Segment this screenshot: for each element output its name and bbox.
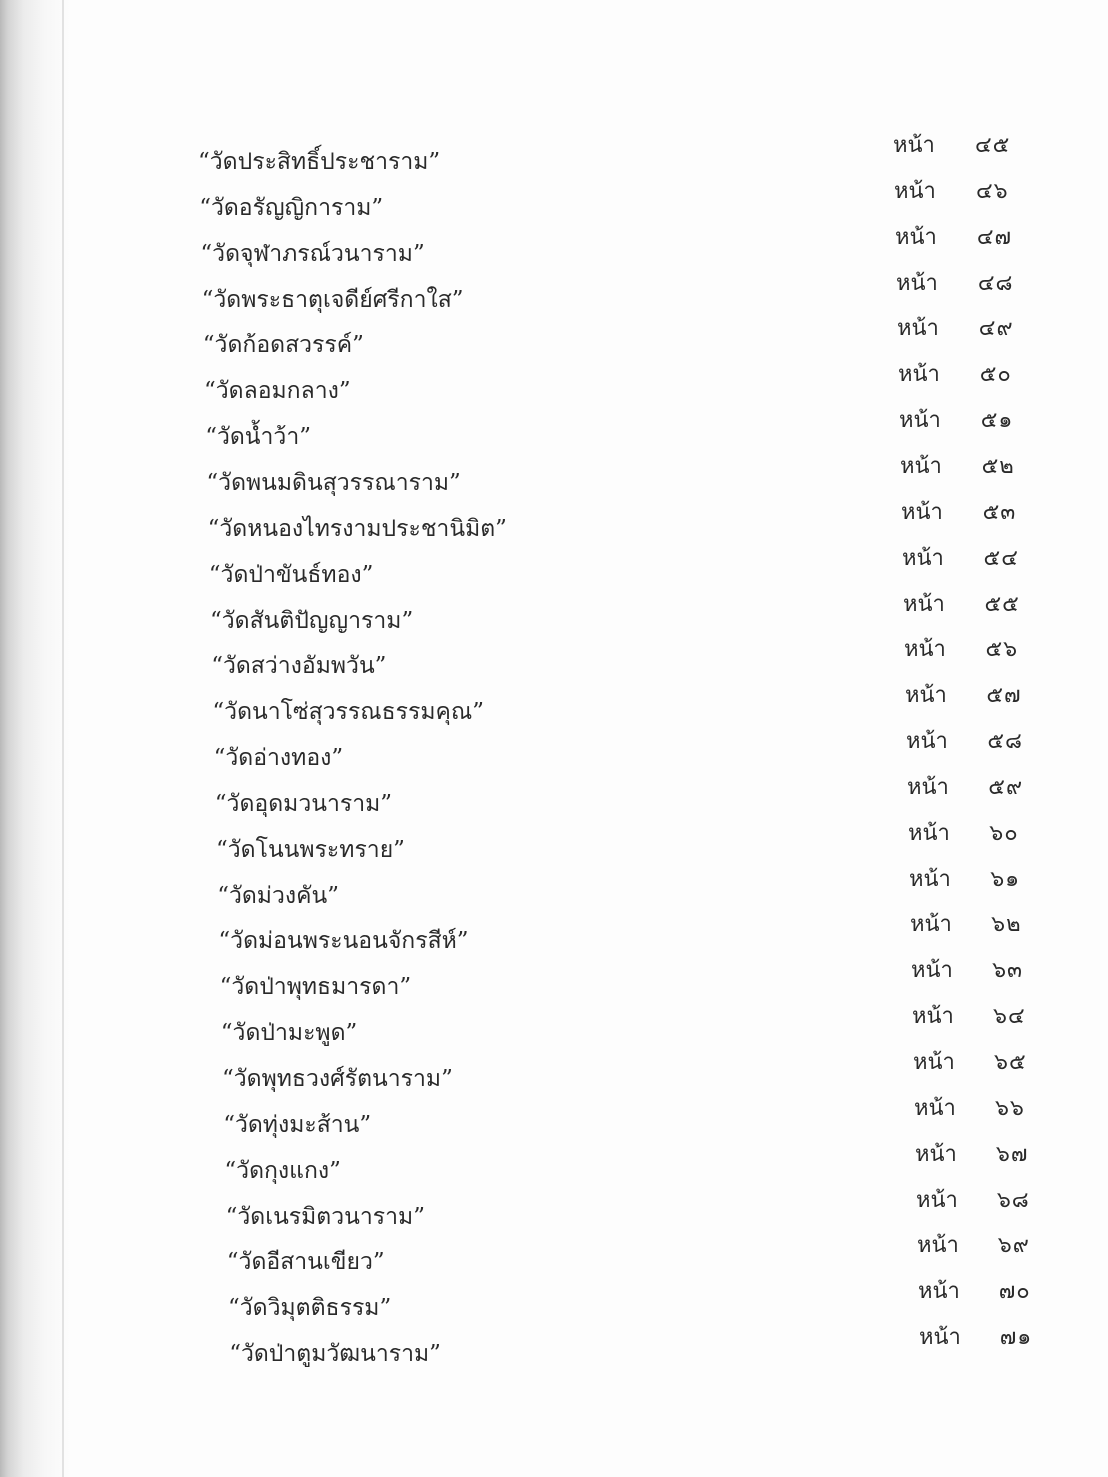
toc-entry-page-number: ๔๗ (976, 224, 1013, 250)
toc-entry-title: “วัดหนองไทรงามประชานิมิต” (207, 515, 507, 542)
toc-entry-title: “วัดนาโซ่สุวรรณธรรมคุณ” (212, 699, 484, 726)
toc-entry-title: “วัดโนนพระทราย” (216, 836, 405, 863)
toc-entry (0, 224, 1108, 274)
toc-entry-page-label: หน้า (901, 499, 943, 525)
toc-entry-title: “วัดม่วงคัน” (217, 882, 339, 909)
toc-entry-page-number: ๕๕ (984, 591, 1020, 617)
toc-entry-page-number: ๖๗ (995, 1141, 1029, 1167)
toc-entry-title: “วัดป่าตูมวัฒนาราม” (229, 1341, 441, 1368)
toc-entry-title: “วัดวิมุตติธรรม” (228, 1295, 392, 1322)
toc-entry-title: “วัดจุฬาภรณ์วนาราม” (200, 240, 425, 267)
toc-entry-page-number: ๖๒ (991, 912, 1022, 938)
toc-entry-page-label: หน้า (903, 591, 945, 617)
toc-entry-page-label: หน้า (899, 408, 941, 434)
toc-entry-page-label: หน้า (911, 958, 953, 984)
toc-entry-page-number: ๗๐ (998, 1279, 1031, 1305)
toc-entry-page-label: หน้า (895, 224, 937, 250)
toc-entry-title: “วัดก้อดสวรรค์” (202, 332, 364, 359)
toc-entry (0, 270, 1108, 320)
toc-entry-page-number: ๖๑ (990, 866, 1021, 892)
toc-entry-page-label: หน้า (915, 1141, 957, 1167)
toc-entry (0, 178, 1108, 228)
toc-entry-page-number: ๕๓ (982, 499, 1017, 525)
toc-entry-title: “วัดม่อนพระนอนจักรสีห์” (218, 928, 469, 955)
toc-entry-page-number: ๗๑ (999, 1325, 1033, 1351)
toc-entry-page-number: ๔๕ (975, 133, 1011, 158)
toc-entry-page-label: หน้า (907, 774, 949, 800)
toc-entry (0, 316, 1108, 365)
toc-entry-page-number: ๖๙ (997, 1233, 1030, 1259)
toc-entry-title: “วัดอุดมวนาราม” (214, 790, 393, 817)
toc-entry-page-label: หน้า (898, 362, 940, 388)
toc-entry-title: “วัดทุ่งมะส้าน” (223, 1111, 372, 1138)
toc-entry-page-label: หน้า (912, 1004, 954, 1030)
toc-entry-page-label: หน้า (893, 133, 935, 158)
toc-entry-page-number: ๕๐ (979, 362, 1012, 388)
toc-entry-page-number: ๔๙ (978, 316, 1014, 342)
toc-entry (0, 362, 1108, 411)
toc-entry-title: “วัดพระธาตุเจดีย์ศรีกาใส” (201, 286, 464, 313)
toc-entry-page-label: หน้า (900, 453, 942, 479)
toc-entry-page-number: ๕๖ (985, 637, 1019, 663)
toc-entry-title: “วัดป่าขันธ์ทอง” (208, 561, 374, 588)
toc-entry-page-label: หน้า (905, 683, 947, 709)
toc-entry-page-number: ๖๐ (989, 820, 1019, 846)
toc-entry (0, 133, 1108, 182)
toc-entry-page-number: ๕๑ (980, 408, 1014, 434)
toc-entry-page-number: ๔๘ (977, 270, 1014, 296)
toc-entry-page-number: ๖๓ (992, 958, 1024, 984)
toc-entry-title: “วัดสันติปัญญาราม” (210, 607, 414, 634)
toc-entry-page-number: ๔๖ (975, 178, 1009, 204)
toc-entry-page-number: ๖๘ (996, 1187, 1030, 1213)
toc-entry-page-label: หน้า (917, 1233, 959, 1259)
toc-entry (0, 1325, 1108, 1374)
toc-entry-page-number: ๖๕ (994, 1050, 1027, 1075)
toc-entry-page-label: หน้า (896, 270, 938, 296)
toc-entry-page-label: หน้า (914, 1095, 956, 1121)
toc-entry-title: “วัดอ่างทอง” (213, 745, 344, 772)
toc-entry-page-label: หน้า (902, 545, 944, 571)
toc-entry-page-label: หน้า (916, 1187, 958, 1213)
toc-entry-title: “วัดกุงแกง” (224, 1157, 341, 1184)
toc-entry-title: “วัดพนมดินสุวรรณาราม” (206, 469, 461, 496)
toc-entry-page-number: ๕๗ (986, 683, 1022, 709)
toc-entry-page-number: ๕๙ (988, 774, 1024, 800)
toc-entry-title: “วัดป่ามะพูด” (220, 1020, 358, 1047)
toc-entry-title: “วัดสว่างอัมพวัน” (211, 653, 387, 680)
toc-entry-page-number: ๖๔ (993, 1004, 1026, 1030)
toc-entry-page-label: หน้า (908, 820, 950, 846)
toc-entry-page-label: หน้า (906, 729, 948, 755)
toc-entry-page-label: หน้า (904, 637, 946, 663)
toc-entry-page-label: หน้า (897, 316, 939, 342)
toc-entry-page-number: ๕๒ (981, 453, 1015, 479)
toc-entry-title: “วัดป่าพุทธมารดา” (219, 974, 412, 1001)
toc-entry-title: “วัดพุทธวงศ์รัตนาราม” (222, 1066, 453, 1092)
toc-entry-title: “วัดประสิทธิ์ประชาราม” (198, 149, 441, 175)
toc-entry-page-number: ๕๘ (987, 729, 1023, 755)
toc-entry-page-label: หน้า (913, 1050, 955, 1075)
toc-entry-page-number: ๖๖ (994, 1095, 1025, 1121)
toc-entry-page-label: หน้า (919, 1325, 961, 1351)
toc-entry-page-label: หน้า (894, 178, 936, 204)
toc-entry-title: “วัดอรัญญิการาม” (199, 194, 384, 221)
toc-entry-title: “วัดน้ำว้า” (205, 424, 312, 451)
toc-entry-page-number: ๕๔ (983, 545, 1019, 571)
toc-entry-page-label: หน้า (910, 912, 952, 938)
toc-entry-page-label: หน้า (909, 866, 951, 892)
toc-entry-title: “วัดลอมกลาง” (204, 378, 351, 405)
toc-entry-title: “วัดอีสานเขียว” (226, 1249, 385, 1276)
toc-entry-page-label: หน้า (918, 1279, 960, 1305)
toc-entry-title: “วัดเนรมิตวนาราม” (225, 1203, 425, 1230)
